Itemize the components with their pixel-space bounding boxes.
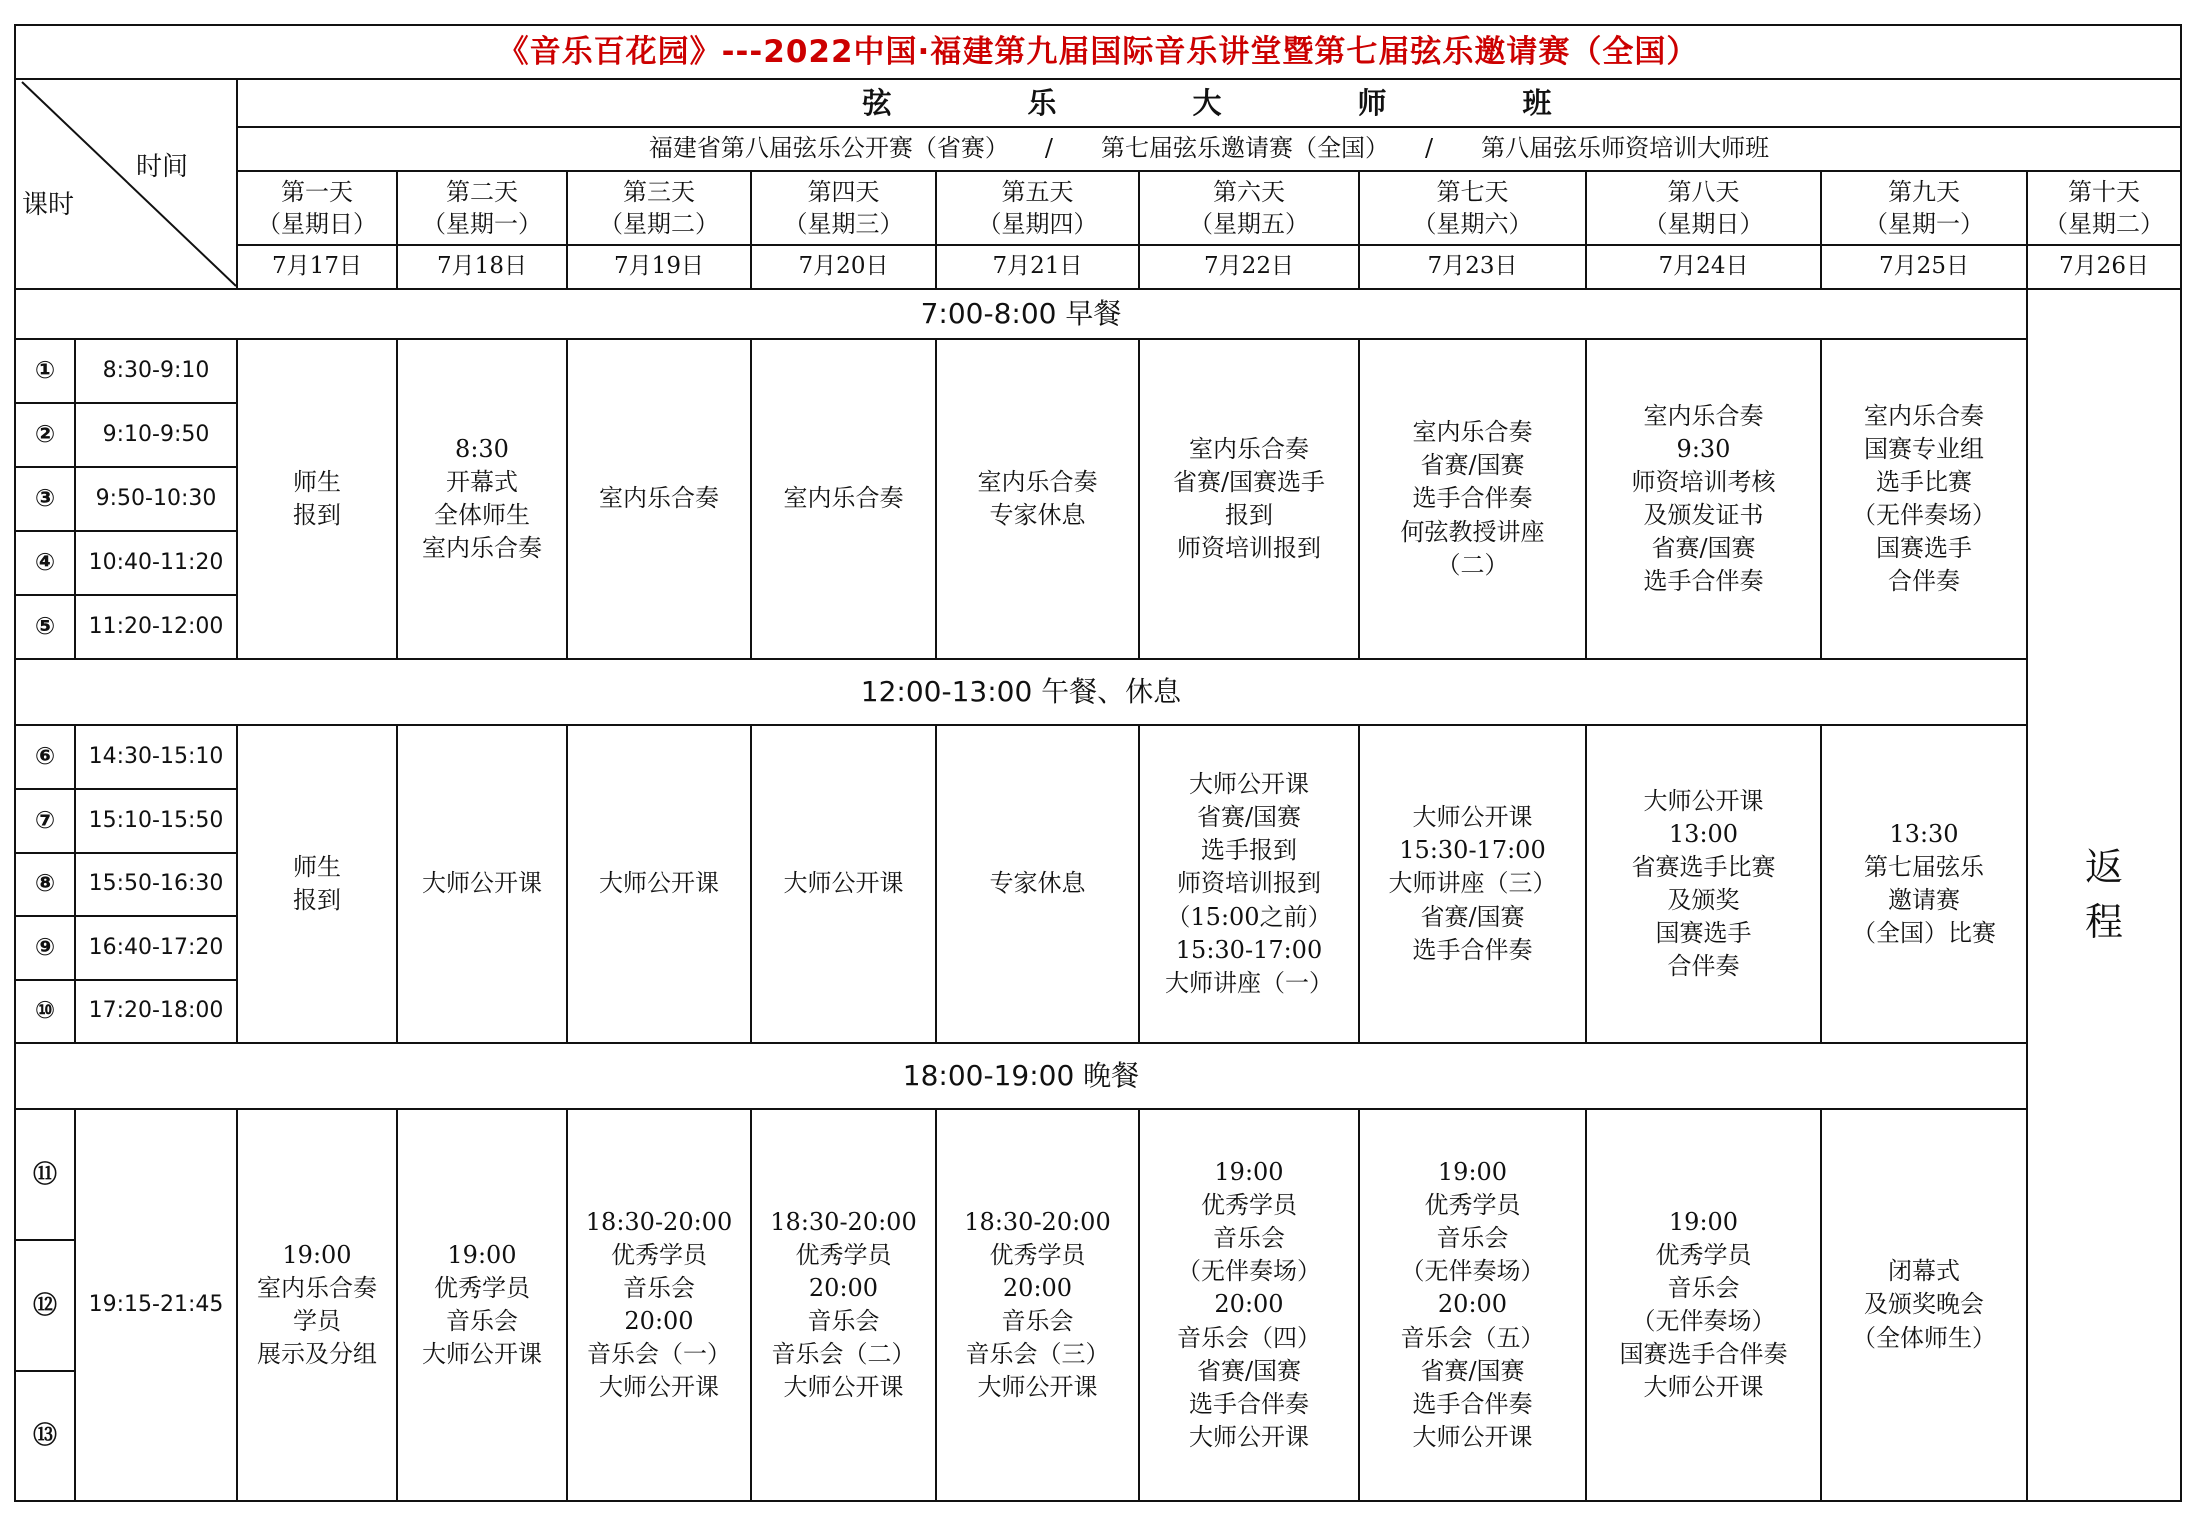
day-header: 第二天 （星期一） — [398, 172, 568, 246]
period-number: ⑤ — [14, 596, 76, 660]
period-time: 8:30-9:10 — [76, 340, 238, 404]
activity-block: 闭幕式 及颁奖晚会 （全体师生） — [1822, 1110, 2028, 1502]
activity-block: 19:00 优秀学员 音乐会 （无伴奏场） 20:00 音乐会（五） 省赛/国赛 选手合伴奏 大师公开课 — [1360, 1110, 1587, 1502]
period-time: 16:40-17:20 — [76, 917, 238, 981]
time-label: 时间 — [136, 152, 189, 182]
period-time: 9:50-10:30 — [76, 468, 238, 532]
day-date: 7月18日 — [398, 246, 568, 290]
activity-block: 大师公开课 — [398, 726, 568, 1044]
period-label: 课时 — [22, 190, 75, 220]
period-number: ⑫ — [14, 1241, 76, 1372]
day-date: 7月19日 — [568, 246, 752, 290]
corner-header — [14, 80, 238, 290]
period-number: ⑪ — [14, 1110, 76, 1241]
class-name: 弦 乐 大 师 班 — [238, 80, 2182, 128]
day-header: 第九天 （星期一） — [1822, 172, 2028, 246]
period-time: 9:10-9:50 — [76, 404, 238, 468]
return-cell: 返 程 — [2028, 290, 2182, 1502]
activity-block: 室内乐合奏 国赛专业组 选手比赛 （无伴奏场） 国赛选手 合伴奏 — [1822, 340, 2028, 660]
day-date: 7月25日 — [1822, 246, 2028, 290]
period-number: ⑦ — [14, 790, 76, 854]
period-time: 17:20-18:00 — [76, 980, 238, 1044]
activity-block: 13:30 第七届弦乐 邀请赛 （全国）比赛 — [1822, 726, 2028, 1044]
period-number: ⑬ — [14, 1371, 76, 1502]
activity-block: 19:00 优秀学员 音乐会 （无伴奏场） 国赛选手合伴奏 大师公开课 — [1587, 1110, 1822, 1502]
day-date: 7月21日 — [937, 246, 1140, 290]
breakfast-row: 7:00-8:00 早餐 — [14, 290, 2028, 340]
day-header: 第六天 （星期五） — [1140, 172, 1360, 246]
day-header: 第三天 （星期二） — [568, 172, 752, 246]
day-date: 7月20日 — [752, 246, 937, 290]
activity-block: 大师公开课 15:30-17:00 大师讲座（三） 省赛/国赛 选手合伴奏 — [1360, 726, 1587, 1044]
activity-block: 19:00 优秀学员 音乐会 大师公开课 — [398, 1110, 568, 1502]
activity-block: 18:30-20:00 优秀学员 20:00 音乐会 音乐会（三） 大师公开课 — [937, 1110, 1140, 1502]
page-title: 《音乐百花园》---2022中国·福建第九届国际音乐讲堂暨第七届弦乐邀请赛（全国） — [14, 24, 2182, 80]
day-date: 7月22日 — [1140, 246, 1360, 290]
period-number: ④ — [14, 532, 76, 596]
day-date: 7月24日 — [1587, 246, 1822, 290]
evening-time: 19:15-21:45 — [76, 1110, 238, 1502]
activity-block: 师生 报到 — [238, 340, 398, 660]
dinner-row: 18:00-19:00 晚餐 — [14, 1044, 2028, 1110]
corner-diagonal — [16, 80, 238, 288]
day-header: 第七天 （星期六） — [1360, 172, 1587, 246]
period-time: 11:20-12:00 — [76, 596, 238, 660]
period-number: ⑨ — [14, 917, 76, 981]
activity-block: 18:30-20:00 优秀学员 20:00 音乐会 音乐会（二） 大师公开课 — [752, 1110, 937, 1502]
activity-block: 室内乐合奏 9:30 师资培训考核 及颁发证书 省赛/国赛 选手合伴奏 — [1587, 340, 1822, 660]
activity-block: 师生 报到 — [238, 726, 398, 1044]
day-date: 7月17日 — [238, 246, 398, 290]
activity-block: 室内乐合奏 — [568, 340, 752, 660]
activity-block: 19:00 优秀学员 音乐会 （无伴奏场） 20:00 音乐会（四） 省赛/国赛 选手合伴奏 大师公开课 — [1140, 1110, 1360, 1502]
activity-block: 18:30-20:00 优秀学员 音乐会 20:00 音乐会（一） 大师公开课 — [568, 1110, 752, 1502]
activity-block: 大师公开课 — [568, 726, 752, 1044]
lunch-row: 12:00-13:00 午餐、休息 — [14, 660, 2028, 726]
period-number: ③ — [14, 468, 76, 532]
day-header: 第十天 （星期二） — [2028, 172, 2182, 246]
activity-block: 8:30 开幕式 全体师生 室内乐合奏 — [398, 340, 568, 660]
activity-block: 大师公开课 省赛/国赛 选手报到 师资培训报到 （15:00之前） 15:30-17:00 大师讲座（一） — [1140, 726, 1360, 1044]
period-time: 15:50-16:30 — [76, 853, 238, 917]
activity-block: 室内乐合奏 — [752, 340, 937, 660]
day-date: 7月23日 — [1360, 246, 1587, 290]
period-number: ⑥ — [14, 726, 76, 790]
event-subtitle: 福建省第八届弦乐公开赛（省赛） / 第七届弦乐邀请赛（全国） / 第八届弦乐师资培训大师班 — [238, 128, 2182, 172]
activity-block: 室内乐合奏 专家休息 — [937, 340, 1140, 660]
day-header: 第五天 （星期四） — [937, 172, 1140, 246]
period-number: ⑧ — [14, 853, 76, 917]
activity-block: 室内乐合奏 省赛/国赛选手 报到 师资培训报到 — [1140, 340, 1360, 660]
activity-block: 大师公开课 13:00 省赛选手比赛 及颁奖 国赛选手 合伴奏 — [1587, 726, 1822, 1044]
period-time: 10:40-11:20 — [76, 532, 238, 596]
period-time: 14:30-15:10 — [76, 726, 238, 790]
activity-block: 室内乐合奏 省赛/国赛 选手合伴奏 何弦教授讲座 （二） — [1360, 340, 1587, 660]
period-number: ⑩ — [14, 980, 76, 1044]
period-time: 15:10-15:50 — [76, 790, 238, 854]
activity-block: 19:00 室内乐合奏 学员 展示及分组 — [238, 1110, 398, 1502]
activity-block: 大师公开课 — [752, 726, 937, 1044]
day-header: 第一天 （星期日） — [238, 172, 398, 246]
day-date: 7月26日 — [2028, 246, 2182, 290]
activity-block: 专家休息 — [937, 726, 1140, 1044]
day-header: 第四天 （星期三） — [752, 172, 937, 246]
period-number: ① — [14, 340, 76, 404]
day-header: 第八天 （星期日） — [1587, 172, 1822, 246]
period-number: ② — [14, 404, 76, 468]
